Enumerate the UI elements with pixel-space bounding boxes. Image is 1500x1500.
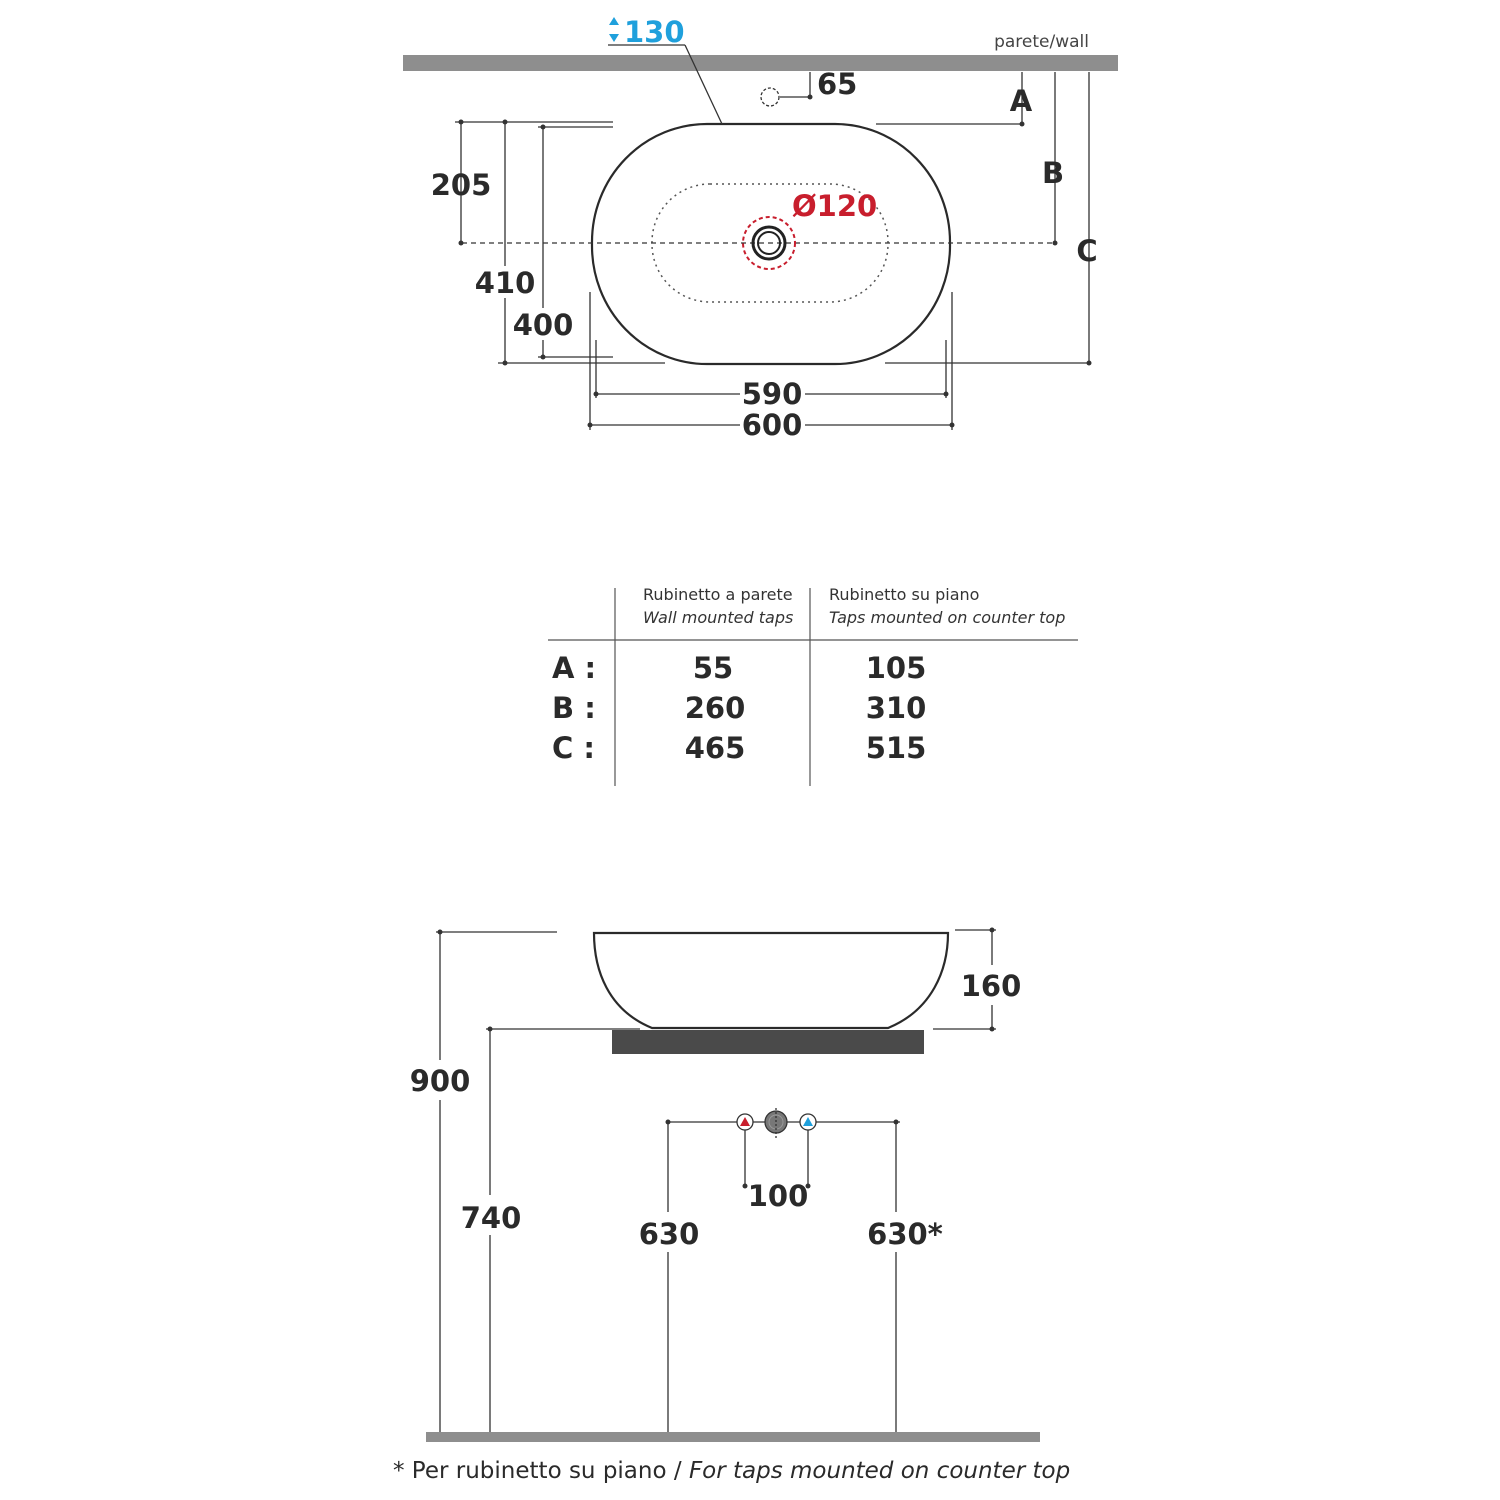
dim-630-right-label: 630* (867, 1217, 943, 1251)
side-view (410, 928, 1040, 1443)
row-a-wall: 55 (692, 651, 734, 685)
footnote-prefix: * Per rubinetto su piano / (393, 1458, 689, 1484)
dim-590-label: 590 (741, 377, 803, 411)
dim-a-label: A (1009, 84, 1033, 118)
cold-water-icon (800, 1114, 816, 1130)
dim-400-label: 400 (512, 308, 574, 342)
dim-740-label: 740 (460, 1201, 522, 1235)
dim-900-label: 900 (409, 1064, 471, 1098)
wall-label: parete/wall (994, 32, 1089, 52)
basin-profile (594, 933, 948, 1028)
counter-top (612, 1030, 924, 1054)
dim-b-label: B (1041, 156, 1065, 190)
col2-title: Rubinetto su piano (829, 585, 980, 604)
row-b-label: B : (552, 691, 596, 725)
dim-410-label: 410 (474, 266, 536, 300)
row-c-wall: 465 (684, 731, 746, 765)
col1-subtitle: Wall mounted taps (643, 608, 794, 627)
overflow-height-label: 130 (624, 15, 685, 49)
footnote (393, 1458, 1070, 1484)
drain-diameter-label: Ø120 (792, 189, 878, 223)
row-b-wall: 260 (684, 691, 746, 725)
hot-water-icon (737, 1114, 753, 1130)
row-c-counter: 515 (865, 731, 927, 765)
dimensions-table (548, 585, 1078, 786)
tap-offset-label: 65 (817, 67, 858, 101)
col2-subtitle: Taps mounted on counter top (829, 608, 1066, 627)
row-a-label: A : (552, 651, 597, 685)
col1-title: Rubinetto a parete (643, 585, 793, 604)
row-c-label: C : (552, 731, 595, 765)
top-view (403, 15, 1118, 442)
row-b-counter: 310 (865, 691, 927, 725)
footnote-italic: For taps mounted on counter top (688, 1458, 1071, 1484)
dim-160-label: 160 (960, 969, 1022, 1003)
dim-630-left-label: 630 (638, 1217, 700, 1251)
basin-outline (592, 124, 950, 364)
row-a-counter: 105 (865, 651, 927, 685)
dim-100-label: 100 (747, 1179, 809, 1213)
wall-bar (403, 55, 1118, 71)
dim-205-label: 205 (430, 168, 492, 202)
dim-c-label: C (1076, 234, 1098, 268)
up-down-arrow-icon (609, 17, 619, 42)
dim-600-label: 600 (741, 408, 803, 442)
tap-hole (761, 88, 779, 106)
floor-line (426, 1432, 1040, 1442)
